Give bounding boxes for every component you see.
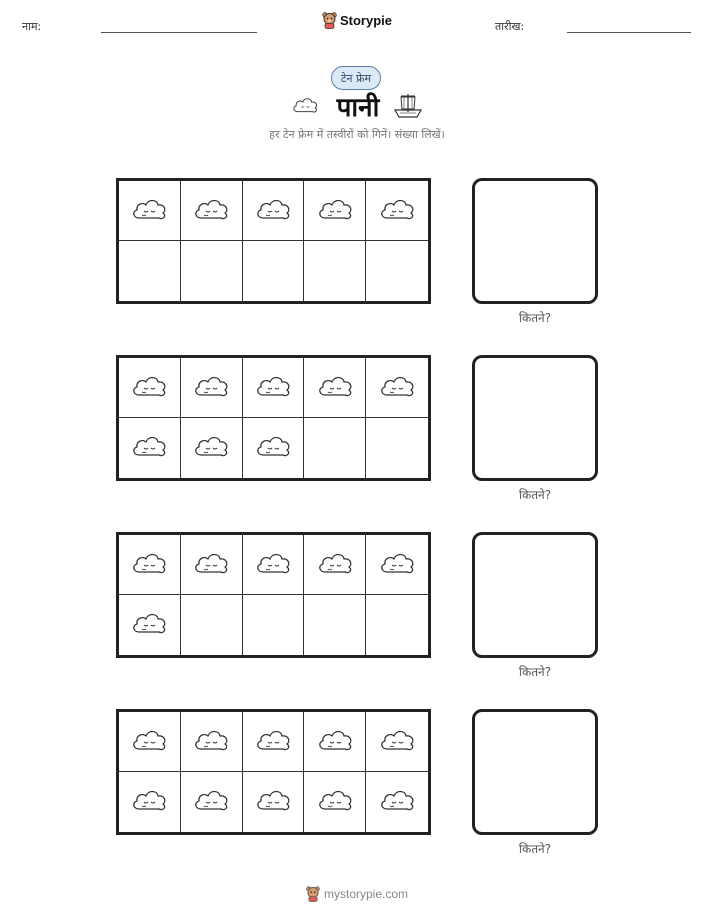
- cloud-icon: [315, 194, 355, 228]
- answer-box[interactable]: [472, 709, 598, 835]
- ten-frame-cell: [119, 418, 181, 478]
- ten-frame-cell: [119, 535, 181, 595]
- how-many-label: कितने?: [518, 665, 552, 679]
- ten-frame-cell: [119, 712, 181, 772]
- cloud-icon: [377, 725, 417, 759]
- answer-box[interactable]: [472, 178, 598, 304]
- ten-frame-cell: [119, 772, 181, 832]
- ten-frame-cell: [181, 358, 243, 418]
- ten-frame-cell: [243, 772, 305, 832]
- ten-frame-cell: [366, 418, 428, 478]
- worksheet-type-pill: टेन फ्रेम: [331, 66, 381, 90]
- ten-frame-cell: [304, 418, 366, 478]
- cloud-icon: [129, 548, 169, 582]
- how-many-label: कितने?: [518, 488, 552, 502]
- ten-frame-cell: [119, 595, 181, 655]
- ten-frame-cell: [181, 418, 243, 478]
- cloud-icon: [191, 725, 231, 759]
- ten-frame-cell: [304, 712, 366, 772]
- cloud-icon: [315, 371, 355, 405]
- ten-frame-cell: [366, 358, 428, 418]
- bear-mascot-icon: [306, 886, 320, 902]
- cloud-icon: [191, 194, 231, 228]
- ten-frame-cell: [119, 241, 181, 301]
- ten-frame-cell: [304, 535, 366, 595]
- cloud-icon: [191, 431, 231, 465]
- ten-frame-cell: [243, 181, 305, 241]
- cloud-icon: [253, 371, 293, 405]
- ten-frame: [116, 178, 431, 304]
- date-line: [567, 32, 691, 33]
- cloud-icon: [253, 194, 293, 228]
- ten-frame-cell: [243, 241, 305, 301]
- bear-mascot-icon: [322, 12, 337, 29]
- answer-box[interactable]: [472, 532, 598, 658]
- ten-frame-cell: [181, 535, 243, 595]
- cloud-icon: [129, 371, 169, 405]
- ten-frame-cell: [119, 358, 181, 418]
- cloud-icon: [129, 194, 169, 228]
- cloud-icon: [315, 548, 355, 582]
- cloud-icon: [253, 725, 293, 759]
- cloud-icon: [191, 371, 231, 405]
- cloud-icon: [315, 785, 355, 819]
- ten-frame-cell: [304, 595, 366, 655]
- ten-frame-cell: [181, 772, 243, 832]
- ten-frame-cell: [366, 595, 428, 655]
- ten-frame: [116, 355, 431, 481]
- ten-frame: [116, 709, 431, 835]
- cloud-icon: [315, 725, 355, 759]
- ten-frame-cell: [243, 595, 305, 655]
- ten-frame-cell: [304, 241, 366, 301]
- ten-frame-cell: [366, 712, 428, 772]
- ten-frame-cell: [366, 535, 428, 595]
- cloud-icon: [129, 725, 169, 759]
- ten-frame-cell: [243, 535, 305, 595]
- worksheet-title: पानी: [336, 93, 380, 123]
- ten-frame-cell: [304, 772, 366, 832]
- ten-frame-cell: [243, 712, 305, 772]
- cloud-icon: [377, 785, 417, 819]
- brand-name: Storypie: [339, 13, 392, 28]
- ship-icon: [393, 92, 423, 124]
- brand-logo: [0, 12, 714, 33]
- answer-box[interactable]: [472, 355, 598, 481]
- ten-frame-cell: [181, 595, 243, 655]
- instruction-text: हर टेन फ्रेम में तस्वीरों को गिनें। संख्या लिखें।: [269, 128, 445, 141]
- how-many-label: कितने?: [518, 311, 552, 325]
- cloud-icon: [377, 194, 417, 228]
- footer-url: mystorypie.com: [323, 887, 409, 901]
- name-label: नाम:: [22, 20, 42, 33]
- footer: [0, 886, 714, 906]
- ten-frame-cell: [181, 181, 243, 241]
- how-many-label: कितने?: [518, 842, 552, 856]
- ten-frame-cell: [181, 241, 243, 301]
- ten-frame: [116, 532, 431, 658]
- cloud-icon: [377, 371, 417, 405]
- cloud-icon: [191, 548, 231, 582]
- ten-frame-cell: [243, 358, 305, 418]
- ten-frame-cell: [119, 181, 181, 241]
- ten-frame-cell: [181, 712, 243, 772]
- cloud-icon: [129, 785, 169, 819]
- cloud-icon: [290, 94, 320, 120]
- cloud-icon: [129, 431, 169, 465]
- cloud-icon: [253, 431, 293, 465]
- ten-frame-cell: [304, 358, 366, 418]
- ten-frame-cell: [366, 772, 428, 832]
- cloud-icon: [191, 785, 231, 819]
- ten-frame-cell: [366, 181, 428, 241]
- ten-frame-cell: [243, 418, 305, 478]
- cloud-icon: [253, 548, 293, 582]
- ten-frame-cell: [366, 241, 428, 301]
- cloud-icon: [253, 785, 293, 819]
- cloud-icon: [377, 548, 417, 582]
- ten-frame-cell: [304, 181, 366, 241]
- date-label: तारीख:: [495, 20, 525, 33]
- cloud-icon: [129, 608, 169, 642]
